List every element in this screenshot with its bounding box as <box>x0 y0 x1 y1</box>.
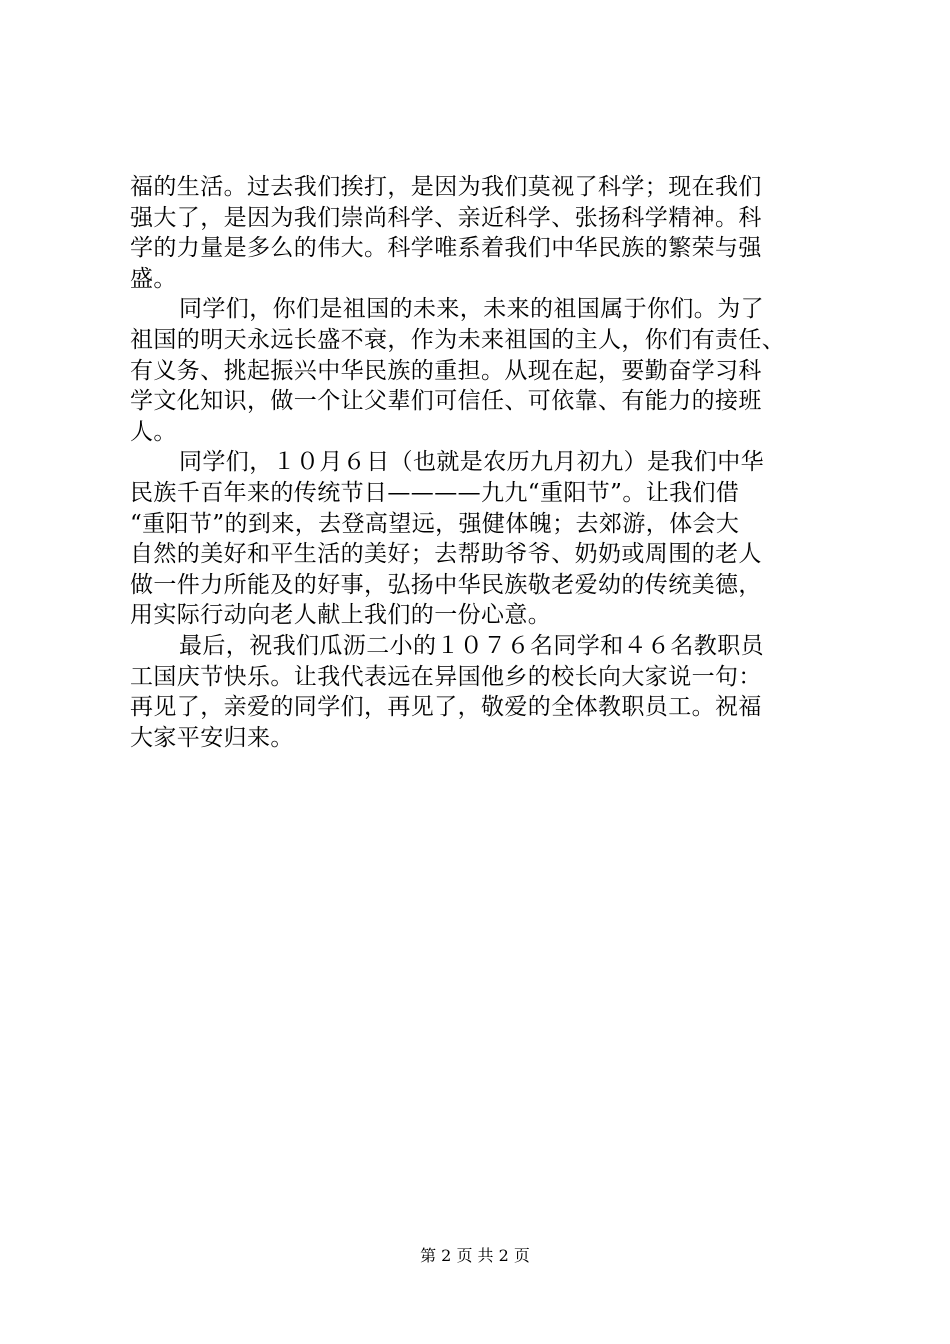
text-line: 大家平安归来。 <box>130 724 294 751</box>
text-line: 强大了，是因为我们崇尚科学、亲近科学、张扬科学精神。科 <box>130 204 762 231</box>
text-line: 工国庆节快乐。让我代表远在异国他乡的校长向大家说一句： <box>130 663 762 690</box>
text-line: 民族千百年来的传统节日————九九“重阳节”。让我们借 <box>130 479 740 506</box>
text-line: 最后，祝我们瓜沥二小的１０７６名同学和４６名教职员 <box>179 632 764 659</box>
text-line: 做一件力所能及的好事，弘扬中华民族敬老爱幼的传统美德， <box>130 571 762 598</box>
text-line: 学文化知识，做一个让父辈们可信任、可依靠、有能力的接班 <box>130 388 762 415</box>
text-line: 用实际行动向老人献上我们的一份心意。 <box>130 602 552 629</box>
text-line: 自然的美好和平生活的美好；去帮助爷爷、奶奶或周围的老人 <box>130 541 762 568</box>
page-footer: 第 2 页 共 2 页 <box>420 1246 530 1265</box>
text-line: 福的生活。过去我们挨打，是因为我们莫视了科学；现在我们 <box>130 174 762 200</box>
body-text <box>130 172 850 753</box>
text-line: 祖国的明天永远长盛不衰，作为未来祖国的主人，你们有责任、 <box>130 326 786 353</box>
text-line: 再见了，亲爱的同学们，再见了，敬爱的全体教职员工。祝福 <box>130 694 762 721</box>
text-line: 同学们，１０月６日（也就是农历九月初九）是我们中华 <box>179 449 764 476</box>
text-line: 学的力量是多么的伟大。科学唯系着我们中华民族的繁荣与强 <box>130 235 762 262</box>
text-line: 人。 <box>130 418 177 445</box>
text-line: 盛。 <box>130 265 177 292</box>
text-line: 有义务、挑起振兴中华民族的重担。从现在起，要勤奋学习科 <box>130 357 762 384</box>
text-line: “重阳节”的到来，去登高望远，强健体魄；去郊游，体会大 <box>130 510 740 537</box>
text-line: 同学们，你们是祖国的未来，未来的祖国属于你们。为了 <box>179 296 764 323</box>
